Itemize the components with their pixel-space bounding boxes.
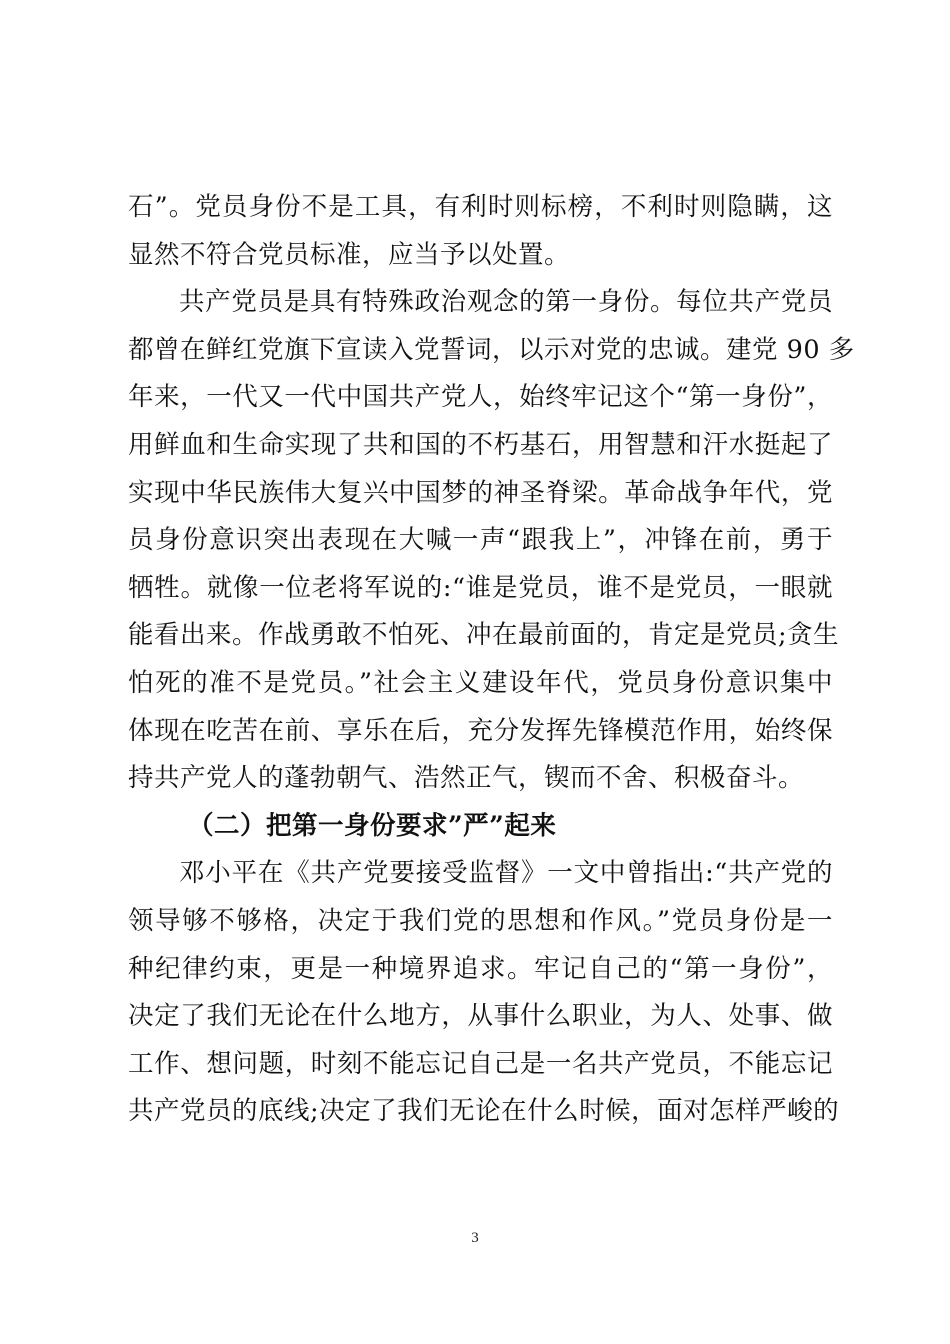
- text-line: 牺牲。就像一位老将军说的:“谁是党员，谁不是党员，一眼就: [128, 572, 833, 603]
- text-line: 年来，一代又一代中国共产党人，始终牢记这个“第一身份”，: [128, 382, 833, 413]
- text-line: 工作、想问题，时刻不能忘记自己是一名共产党员，不能忘记: [128, 1048, 833, 1079]
- text-line: 决定了我们无论在什么地方，从事什么职业，为人、处事、做: [128, 1001, 833, 1032]
- text-line: 能看出来。作战勇敢不怕死、冲在最前面的，肯定是党员;贪生: [128, 620, 840, 651]
- text-line: 都曾在鲜红党旗下宣读入党誓词，以示对党的忠诚。建党 90 多: [128, 334, 855, 365]
- body-text: [128, 184, 855, 1136]
- text-line: 持共产党人的蓬勃朝气、浩然正气，锲而不舍、积极奋斗。: [128, 763, 805, 794]
- text-line: 用鲜血和生命实现了共和国的不朽基石，用智慧和汗水挺起了: [128, 429, 833, 460]
- text-line: 共产党员的底线;决定了我们无论在什么时候，面对怎样严峻的: [128, 1096, 840, 1127]
- section-heading: （二）把第一身份要求”严”起来: [188, 810, 557, 841]
- text-line: 体现在吃苦在前、享乐在后，充分发挥先锋模范作用，始终保: [128, 715, 833, 746]
- text-line: 显然不符合党员标准，应当予以处置。: [128, 239, 571, 270]
- text-line: 石”。党员身份不是工具，有利时则标榜，不利时则隐瞒，这: [128, 192, 833, 222]
- text-line: 领导够不够格，决定于我们党的思想和作风。”党员身份是一: [128, 905, 833, 936]
- text-line: 邓小平在《共产党要接受监督》一文中曾指出:“共产党的: [179, 858, 833, 889]
- text-line: 种纪律约束，更是一种境界追求。牢记自己的“第一身份”，: [128, 953, 833, 984]
- page-number: 3: [471, 1230, 479, 1246]
- text-line: 怕死的准不是党员。”社会主义建设年代，党员身份意识集中: [128, 667, 833, 698]
- text-line: 实现中华民族伟大复兴中国梦的神圣脊梁。革命战争年代，党: [128, 477, 833, 508]
- text-line: 共产党员是具有特殊政治观念的第一身份。每位共产党员: [179, 287, 833, 318]
- text-line: 员身份意识突出表现在大喊一声“跟我上”，冲锋在前，勇于: [128, 525, 833, 556]
